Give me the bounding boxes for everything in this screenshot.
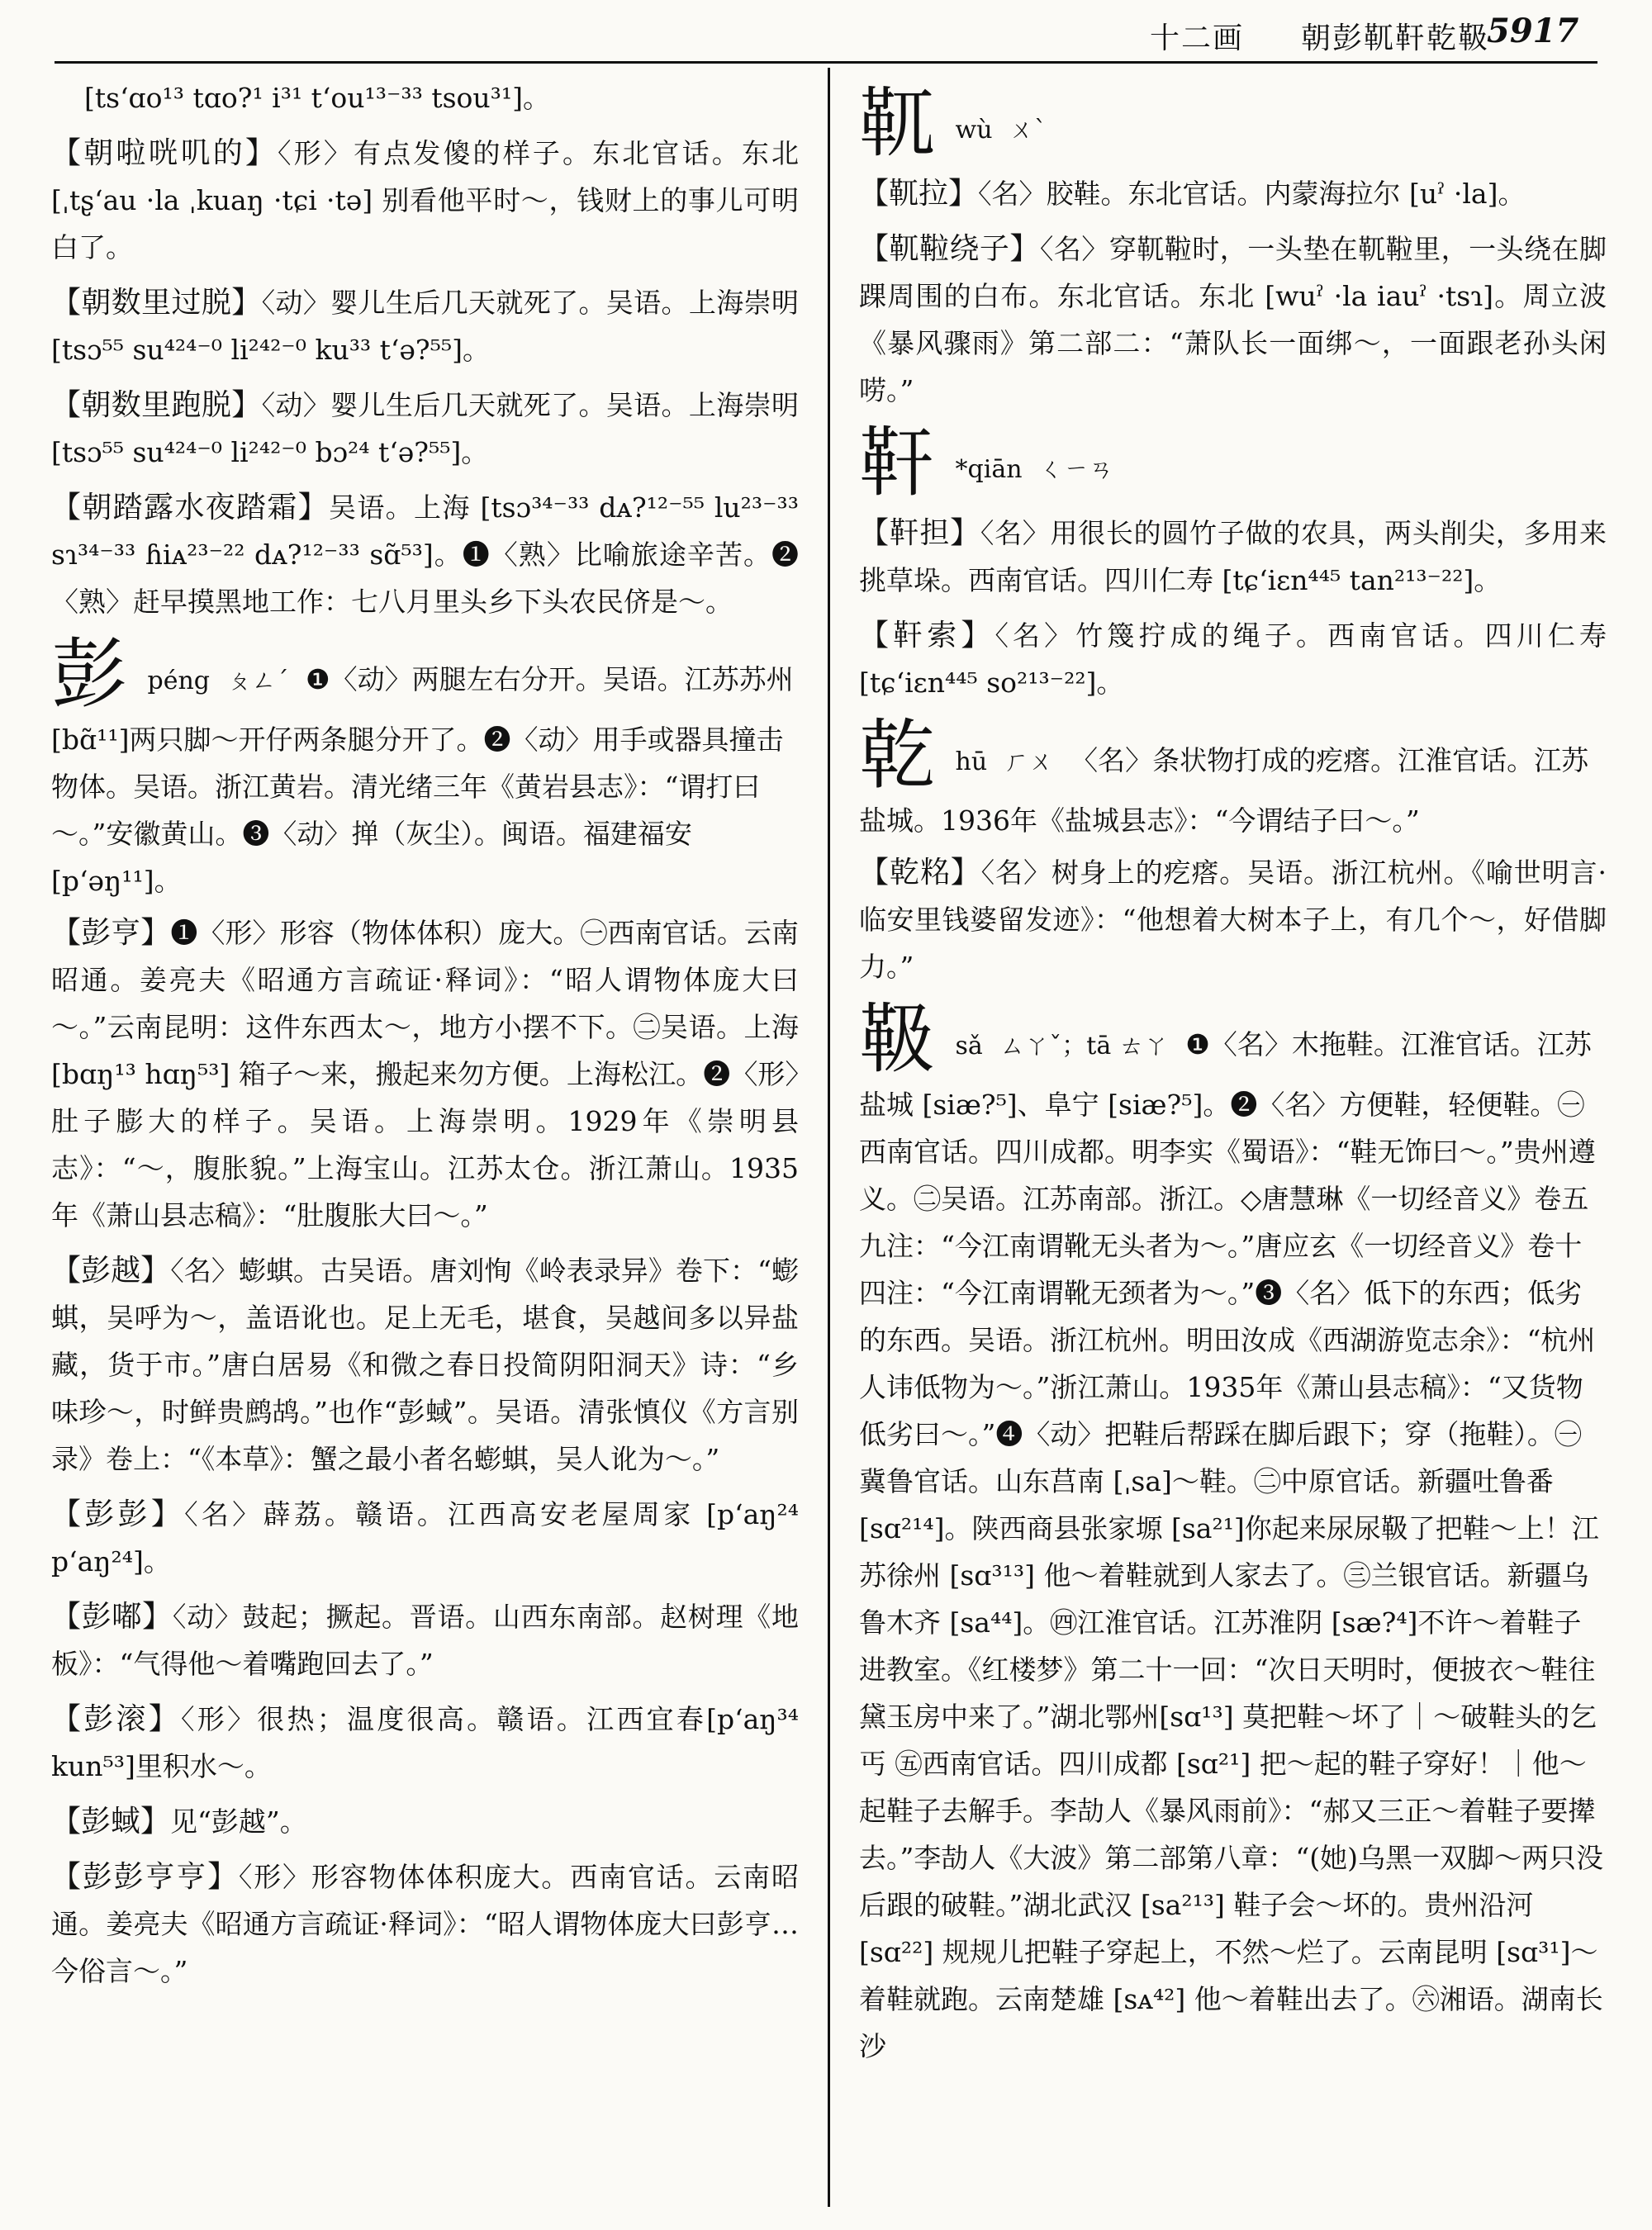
entry-wularaozi <box>859 225 1607 414</box>
entry-text: 〈名〉树身上的疙瘩。吴语。浙江杭州。《喻世明言·临安里钱婆留发迹》：“他想着大树本子上，有几个～，好借脚力。” <box>859 856 1607 983</box>
headword-character: 彭 <box>51 630 128 719</box>
entry-term: 【彭蜮】 <box>51 1805 171 1839</box>
entry-pengdu <box>51 1593 799 1687</box>
header-guide-characters: 朝彭靰靬乾靸 <box>1301 21 1490 55</box>
entry-text: 〈形〉形容物体体积庞大。西南官话。云南昭通。姜亮夫《昭通方言疏证·释词》：“昭人谓物体庞大曰彭亨…今俗言～。” <box>51 1861 799 1987</box>
headword-definition: 〈名〉条状物打成的疙瘩。江淮官话。江苏盐城。1936年《盐城县志》：“今谓结子曰～。” <box>859 744 1589 837</box>
header-rule <box>55 61 1597 64</box>
entry-text: 〈形〉有点发傻的样子。东北官话。东北[ˌtʂ‘au ·la ˌkuaŋ ·tɕi ·tə] 别看他平时～，钱财上的事儿可明白了。 <box>51 137 799 263</box>
headword-peng <box>51 630 799 904</box>
entry-term: 【彭滚】 <box>51 1702 182 1736</box>
headword-hu <box>859 711 1607 844</box>
entry-text: 〈形〉很热；温度很高。赣语。江西宜春[p‘aŋ³⁴ kun⁵³]里积水～。 <box>51 1703 799 1782</box>
entry-penggun <box>51 1696 799 1790</box>
headword-pinyin: wù <box>955 116 993 145</box>
entry-term: 【朝踏露水夜踏霜】 <box>51 491 330 524</box>
entry-term: 【彭彭亨亨】 <box>51 1860 239 1894</box>
headword-zhuyin: ㄏㄨ <box>1004 747 1054 776</box>
entry-text: 〈名〉竹篾拧成的绳子。西南官话。四川仁寿 [tɕ‘iɛn⁴⁴⁵ so²¹³⁻²²]。 <box>859 619 1607 699</box>
entry-term: 【朝啦咣叽的】 <box>51 136 278 170</box>
headword-zhuyin: ㄆㄥˊ <box>226 667 289 695</box>
headword-sa <box>859 995 1607 2070</box>
entry-term: 【乾䊅】 <box>859 856 981 890</box>
entry-text: 〈名〉穿靰鞡时，一头垫在靰鞡里，一头绕在脚踝周围的白布。东北官话。东北 [wuˀ ·la iauˀ ·tsɿ]。周立波《暴风骤雨》第二部二：“萧队长一面绑～，一面跟老孙头闲唠。” <box>859 233 1607 406</box>
headword-pinyin: sǎ <box>955 1032 983 1060</box>
entry-chaoshulipaotuo <box>51 382 799 476</box>
entry-text: 〈名〉胶鞋。东北官话。内蒙海拉尔 [uˀ ·la]。 <box>978 178 1526 210</box>
entry-text: 〈动〉婴儿生后几天就死了。吴语。上海崇明[tsɔ⁵⁵ su⁴²⁴⁻⁰ li²⁴²⁻⁰ ku³³ t‘ə?⁵⁵]。 <box>51 287 799 366</box>
entry-huba <box>859 849 1607 990</box>
headword-definition: ❶〈名〉木拖鞋。江淮官话。江苏盐城 [siæ?⁵]、阜宁 [siæ?⁵]。❷〈名〉方便鞋，轻便鞋。㊀西南官话。四川成都。明李实《蜀语》：“鞋无饰曰～。”贵州遵义。㊁吴语。江苏南部。浙江。◇唐慧琳《一切经音义》卷五九注：“今江南谓靴无头者为～。”唐应玄《一切经音义》卷十四注：“今江南谓靴无颈者为～。”❸〈名〉低下的东西；低劣的东西。吴语。浙江杭州。明田汝成《西湖游览志余》：“杭州人讳低物为～。”浙江萧山。1935年《萧山县志稿》：“又货物低劣曰～。”❹〈动〉把鞋后帮踩在脚后跟下；穿（拖鞋）。㊀冀鲁官话。山东莒南 [ˌsa]～鞋。㊁中原官话。新疆吐鲁番[sɑ²¹⁴]。陕西商县张家塬 [sa²¹]你起来尿尿靸了把鞋～上！江苏徐州 [sɑ³¹³] 他～着鞋就到人家去了。㊂兰银官话。新疆乌鲁木齐 [sa⁴⁴]。㊃江淮官话。江苏淮阴 [sæ?⁴]不许～着鞋子进教室。《红楼梦》第二十一回：“次日天明时，便披衣～鞋往黛玉房中来了。”湖北鄂州[sɑ¹³] 莫把鞋～坏了｜～破鞋头的乞丐 ㊄西南官话。四川成都 [sɑ²¹] 把～起的鞋子穿好！｜他～起鞋子去解手。李劼人《暴风雨前》：“郝又三正～着鞋子要撵去。”李劼人《大波》第二部第八章：“(她)乌黑一双脚～两只没后跟的破鞋。”湖北武汉 [sa²¹³] 鞋子会～坏的。贵州沿河 [sɑ²²] 规规儿把鞋子穿起上，不然～烂了。云南昆明 [sɑ³¹]～着鞋就跑。云南楚雄 [sᴀ⁴²] 他～着鞋出去了。㊅湘语。湖南长沙 <box>859 1028 1603 2062</box>
headword-character: 靬 <box>859 419 936 507</box>
right-column <box>859 74 1607 2075</box>
entry-text: 〈动〉鼓起；撅起。晋语。山西东南部。赵树理《地板》：“气得他～着嘴跑回去了。” <box>51 1601 799 1680</box>
entry-text: 〈名〉用很长的圆竹子做的农具，两头削尖，多用来挑草垛。西南官话。四川仁寿 [tɕ‘iɛn⁴⁴⁵ tan²¹³⁻²²]。 <box>859 517 1607 596</box>
entry-term: 【彭彭】 <box>51 1497 185 1531</box>
page-header <box>0 0 1652 59</box>
entry-term: 【彭嘟】 <box>51 1600 173 1634</box>
headword-pinyin: hū <box>955 747 988 776</box>
headword-zhuyin: ㄙㄚˇ；tā ㄊㄚ <box>999 1032 1169 1060</box>
entry-text: 〈动〉婴儿生后几天就死了。吴语。上海崇明 [tsɔ⁵⁵ su⁴²⁴⁻⁰ li²⁴²⁻⁰ bɔ²⁴ t‘ə?⁵⁵]。 <box>51 389 799 468</box>
entry-pengyue <box>51 1247 799 1483</box>
entry-term: 【彭越】 <box>51 1254 171 1288</box>
entry-pengyu <box>51 1798 799 1845</box>
headword-pinyin: péng <box>147 667 210 695</box>
entry-text: 吴语。上海 [tsɔ³⁴⁻³³ dᴀ?¹²⁻⁵⁵ lu²³⁻³³ sɿ³⁴⁻³³ ɦiᴀ²³⁻²² dᴀ?¹²⁻³³ sɑ̃⁵³]。❶〈熟〉比喻旅途辛苦。❷〈熟〉赶早摸黑地工作：七八月里头乡下头农民侪是～。 <box>51 491 799 618</box>
entry-penghang <box>51 909 799 1239</box>
entry-term: 【靰鞡绕子】 <box>859 232 1040 266</box>
headword-qian <box>859 419 1607 507</box>
headword-character: 靰 <box>859 79 936 168</box>
stroke-count-label: 十二画 <box>1150 21 1245 55</box>
entry-term: 【朝数里跑脱】 <box>51 388 262 422</box>
continued-text: [ts‘ɑo¹³ tɑo?¹ i³¹ t‘ou¹³⁻³³ tsou³¹]。 <box>84 82 551 114</box>
entry-wula <box>859 170 1607 217</box>
headword-character: 乾 <box>859 711 936 799</box>
headword-zhuyin: ㄑㄧㄢ <box>1039 455 1114 484</box>
entry-chaotalushui <box>51 484 799 625</box>
entry-chaoshuliguotuo <box>51 279 799 373</box>
entry-term: 【靬担】 <box>859 516 980 550</box>
entry-term: 【靬索】 <box>859 619 995 652</box>
column-divider <box>828 68 830 2207</box>
entry-text: 〈名〉薜荔。赣语。江西高安老屋周家 [p‘aŋ²⁴ p‘aŋ²⁴]。 <box>51 1498 799 1578</box>
left-column <box>51 74 799 2003</box>
entry-term: 【彭亨】 <box>51 916 171 950</box>
entry-chaolaguangjide <box>51 130 799 271</box>
entry-text: ❶〈形〉形容（物体体积）庞大。㊀西南官话。云南昭通。姜亮夫《昭通方言疏证·释词》：“昭人谓物体庞大曰～。”云南昆明：这件东西太～，地方小摆不下。㊁吴语。上海[bɑŋ¹³ hɑŋ⁵³] 箱子～来，搬起来勿方便。上海松江。❷〈形〉肚子膨大的样子。吴语。上海崇明。1929年《崇明县志》：“～，腹胀貌。”上海宝山。江苏太仓。浙江萧山。1935年《萧山县志稿》：“肚腹胀大曰～。” <box>51 917 799 1231</box>
page-number: 5917 <box>1487 12 1579 50</box>
entry-pengpenghenghang <box>51 1853 799 1995</box>
headword-zhuyin: ㄨˋ <box>1009 116 1047 145</box>
headword-wu <box>859 79 1607 168</box>
entry-pengpeng <box>51 1491 799 1585</box>
entry-term: 【靰拉】 <box>859 177 979 211</box>
entry-term: 【朝数里过脱】 <box>51 286 262 320</box>
entry-text: 〈名〉蟛蜞。古吴语。唐刘恂《岭表录异》卷下：“蟛蜞，吴呼为～，盖语讹也。足上无毛，堪食，吴越间多以异盐藏，货于市。”唐白居易《和微之春日投简阴阳洞天》诗：“乡味珍～，时鲜贵鹧鸪。”也作“彭蜮”。吴语。清张慎仪《方言别录》卷上：“《本草》：蟹之最小者名蟛蜞，吴人讹为～。” <box>51 1255 799 1475</box>
headword-definition: ❶〈动〉两腿左右分开。吴语。江苏苏州[bɑ̃¹¹]两只脚～开仔两条腿分开了。❷〈动〉用手或器具撞击物体。吴语。浙江黄岩。清光绪三年《黄岩县志》：“谓打曰～。”安徽黄山。❸〈动〉掸（灰尘）。闽语。福建福安[p‘əŋ¹¹]。 <box>51 663 794 897</box>
headword-character: 靸 <box>859 995 936 1084</box>
entry-qiansuo <box>859 612 1607 706</box>
entry-text: 见“彭越”。 <box>170 1805 307 1838</box>
headword-pinyin: *qiān <box>955 455 1023 484</box>
entry-qiandan <box>859 510 1607 604</box>
